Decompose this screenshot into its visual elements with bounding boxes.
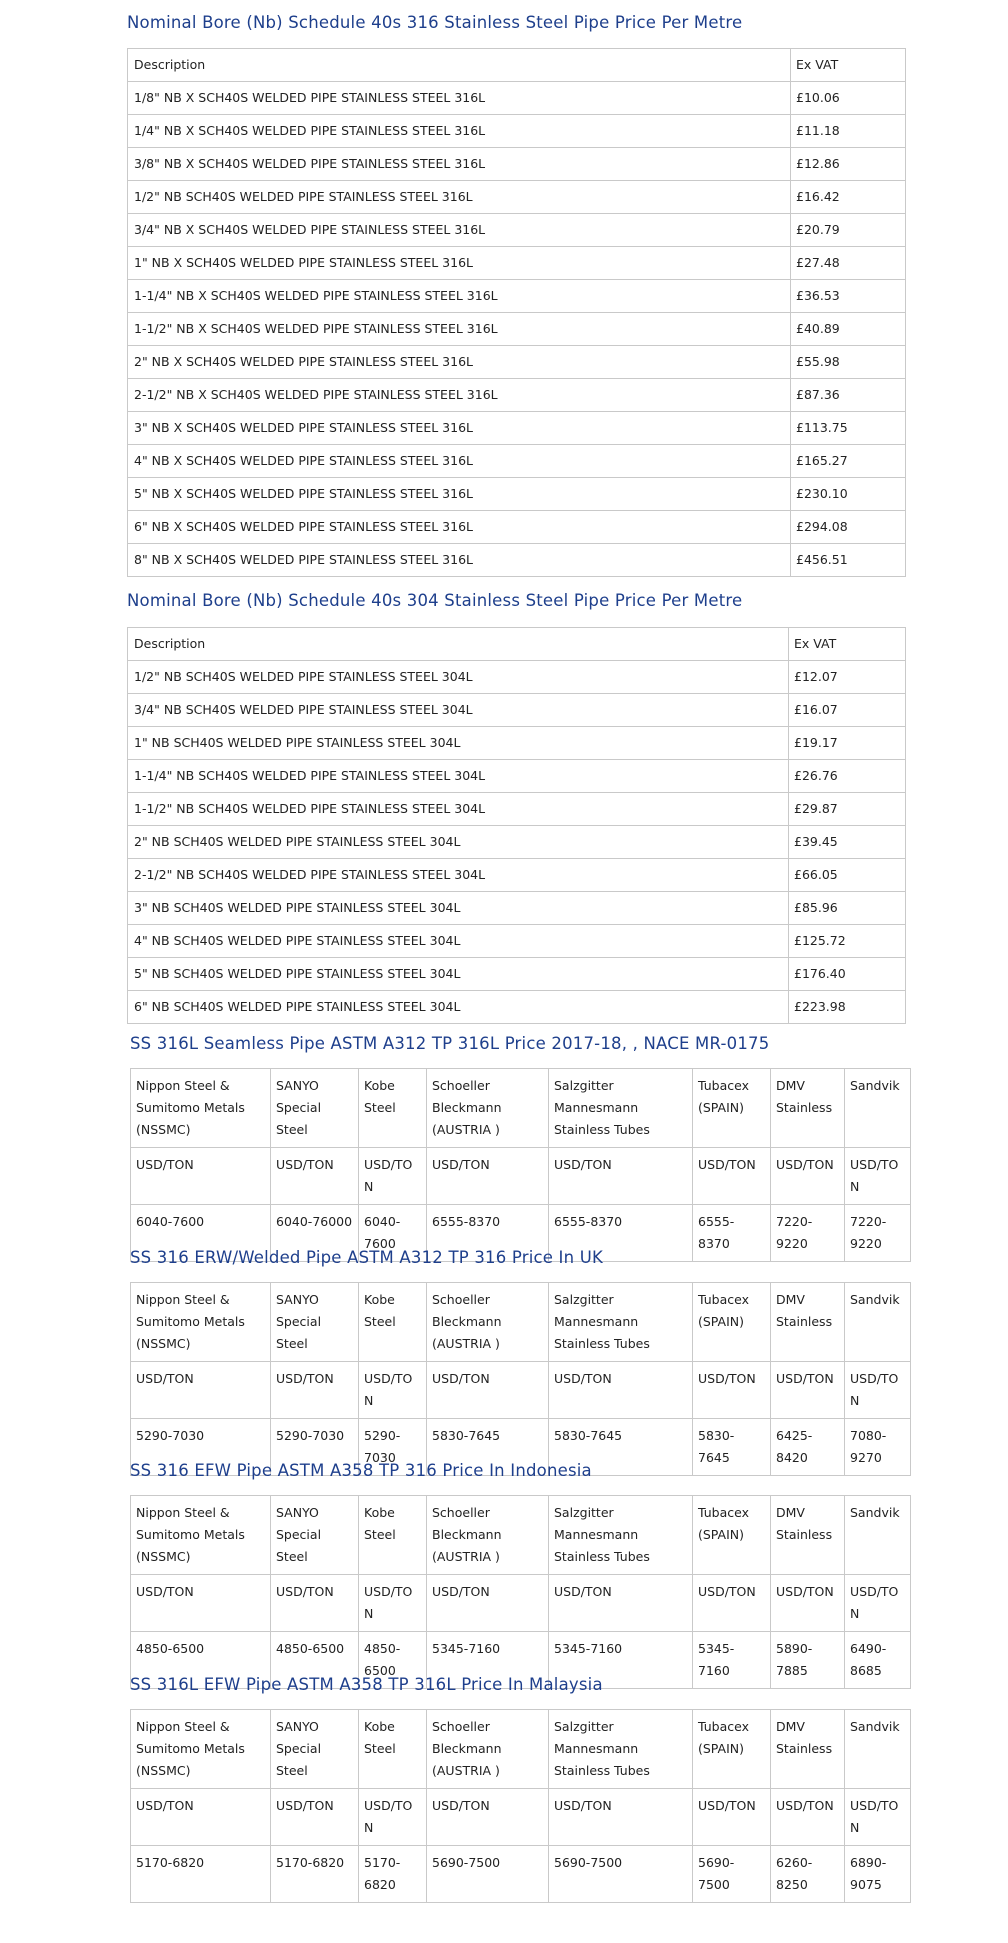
supplier-table-316l-seamless — [130, 1068, 911, 1262]
price-range-cell: 5345-7160 — [693, 1632, 771, 1689]
description-cell: 5" NB SCH40S WELDED PIPE STAINLESS STEEL 304L — [128, 958, 789, 991]
price-cell: £40.89 — [791, 313, 906, 346]
price-range-cell: 6260-8250 — [771, 1846, 845, 1903]
description-cell: 2-1/2" NB SCH40S WELDED PIPE STAINLESS STEEL 304L — [128, 859, 789, 892]
supplier-name-cell: Kobe Steel — [359, 1710, 427, 1789]
price-range-cell: 7220-9220 — [771, 1205, 845, 1262]
unit-cell: USD/TON — [131, 1148, 271, 1205]
table-row — [128, 346, 906, 379]
description-cell: 1-1/4" NB X SCH40S WELDED PIPE STAINLESS STEEL 316L — [128, 280, 791, 313]
supplier-name-cell: DMV Stainless — [771, 1710, 845, 1789]
price-range-cell: 5345-7160 — [549, 1632, 693, 1689]
unit-cell: USD/TON — [549, 1362, 693, 1419]
price-cell: £230.10 — [791, 478, 906, 511]
description-cell: 6" NB X SCH40S WELDED PIPE STAINLESS STEEL 316L — [128, 511, 791, 544]
description-cell: 1-1/2" NB X SCH40S WELDED PIPE STAINLESS STEEL 316L — [128, 313, 791, 346]
price-range-cell: 4850-6500 — [131, 1632, 271, 1689]
supplier-name-cell: Sandvik — [845, 1496, 911, 1575]
section-title-316-price: Nominal Bore (Nb) Schedule 40s 316 Stainless Steel Pipe Price Per Metre — [127, 13, 743, 32]
supplier-header-row — [131, 1496, 911, 1575]
price-cell: £165.27 — [791, 445, 906, 478]
price-range-cell: 5890-7885 — [771, 1632, 845, 1689]
price-cell: £294.08 — [791, 511, 906, 544]
price-range-cell: 5290-7030 — [359, 1419, 427, 1476]
unit-cell: USD/TON — [771, 1362, 845, 1419]
supplier-name-cell: Salzgitter Mannesmann Stainless Tubes — [549, 1069, 693, 1148]
supplier-name-cell: Nippon Steel & Sumitomo Metals (NSSMC) — [131, 1069, 271, 1148]
section-title-316-efw-indonesia: SS 316 EFW Pipe ASTM A358 TP 316 Price In Indonesia — [130, 1461, 592, 1480]
price-cell: £16.42 — [791, 181, 906, 214]
price-cell: £19.17 — [789, 727, 906, 760]
price-range-cell: 6555-8370 — [693, 1205, 771, 1262]
description-cell: 4" NB SCH40S WELDED PIPE STAINLESS STEEL 304L — [128, 925, 789, 958]
price-range-cell: 6555-8370 — [427, 1205, 549, 1262]
price-cell: £12.07 — [789, 661, 906, 694]
description-cell: 2" NB X SCH40S WELDED PIPE STAINLESS STEEL 316L — [128, 346, 791, 379]
price-range-cell: 5345-7160 — [427, 1632, 549, 1689]
table-row — [128, 727, 906, 760]
table-row — [128, 478, 906, 511]
supplier-header-row — [131, 1710, 911, 1789]
table-row — [128, 280, 906, 313]
unit-cell: USD/TON — [427, 1575, 549, 1632]
table-row — [128, 115, 906, 148]
price-cell: £66.05 — [789, 859, 906, 892]
description-cell: 3/4" NB X SCH40S WELDED PIPE STAINLESS STEEL 316L — [128, 214, 791, 247]
unit-row — [131, 1789, 911, 1846]
unit-cell: USD/TON — [845, 1362, 911, 1419]
supplier-table-316l-efw-malaysia — [130, 1709, 911, 1903]
unit-cell: USD/TON — [845, 1575, 911, 1632]
unit-cell: USD/TON — [771, 1148, 845, 1205]
price-cell: £10.06 — [791, 82, 906, 115]
table-row — [128, 793, 906, 826]
table-row — [128, 760, 906, 793]
price-cell: £456.51 — [791, 544, 906, 577]
price-range-cell: 7080-9270 — [845, 1419, 911, 1476]
table-row — [128, 181, 906, 214]
supplier-name-cell: SANYO Special Steel — [271, 1069, 359, 1148]
description-cell: 1/2" NB SCH40S WELDED PIPE STAINLESS STEEL 304L — [128, 661, 789, 694]
supplier-name-cell: SANYO Special Steel — [271, 1283, 359, 1362]
description-cell: Description — [128, 628, 789, 661]
section-title-316l-seamless: SS 316L Seamless Pipe ASTM A312 TP 316L Price 2017-18, , NACE MR-0175 — [130, 1034, 770, 1053]
price-cell: Ex VAT — [789, 628, 906, 661]
table-row — [128, 511, 906, 544]
price-range-cell: 7220-9220 — [845, 1205, 911, 1262]
supplier-name-cell: DMV Stainless — [771, 1283, 845, 1362]
unit-cell: USD/TON — [549, 1148, 693, 1205]
unit-cell: USD/TON — [693, 1575, 771, 1632]
price-cell: £125.72 — [789, 925, 906, 958]
supplier-name-cell: Tubacex (SPAIN) — [693, 1496, 771, 1575]
price-cell: Ex VAT — [791, 49, 906, 82]
table-row — [128, 82, 906, 115]
supplier-name-cell: SANYO Special Steel — [271, 1496, 359, 1575]
supplier-name-cell: Sandvik — [845, 1069, 911, 1148]
section-title-316l-efw-malaysia: SS 316L EFW Pipe ASTM A358 TP 316L Price In Malaysia — [130, 1675, 603, 1694]
supplier-name-cell: Schoeller Bleckmann (AUSTRIA ) — [427, 1069, 549, 1148]
table-row — [128, 694, 906, 727]
unit-cell: USD/TON — [131, 1789, 271, 1846]
description-cell: 2-1/2" NB X SCH40S WELDED PIPE STAINLESS STEEL 316L — [128, 379, 791, 412]
price-cell: £29.87 — [789, 793, 906, 826]
price-range-cell: 6890-9075 — [845, 1846, 911, 1903]
description-cell: 3" NB X SCH40S WELDED PIPE STAINLESS STEEL 316L — [128, 412, 791, 445]
unit-cell: USD/TON — [271, 1575, 359, 1632]
price-range-cell: 5690-7500 — [693, 1846, 771, 1903]
description-cell: 5" NB X SCH40S WELDED PIPE STAINLESS STEEL 316L — [128, 478, 791, 511]
description-cell: 3/8" NB X SCH40S WELDED PIPE STAINLESS STEEL 316L — [128, 148, 791, 181]
table-row — [128, 892, 906, 925]
supplier-name-cell: Salzgitter Mannesmann Stainless Tubes — [549, 1496, 693, 1575]
price-range-cell: 5690-7500 — [427, 1846, 549, 1903]
unit-cell: USD/TON — [427, 1362, 549, 1419]
supplier-name-cell: Sandvik — [845, 1283, 911, 1362]
unit-cell: USD/TON — [131, 1362, 271, 1419]
table-row — [128, 379, 906, 412]
price-range-cell: 6040-76000 — [271, 1205, 359, 1262]
price-range-cell: 5830-7645 — [693, 1419, 771, 1476]
unit-cell: USD/TON — [359, 1148, 427, 1205]
price-range-cell: 5830-7645 — [427, 1419, 549, 1476]
supplier-name-cell: Nippon Steel & Sumitomo Metals (NSSMC) — [131, 1496, 271, 1575]
supplier-table-316-efw-indonesia — [130, 1495, 911, 1689]
price-range-cell: 6040-7600 — [131, 1205, 271, 1262]
description-cell: 1/8" NB X SCH40S WELDED PIPE STAINLESS STEEL 316L — [128, 82, 791, 115]
unit-cell: USD/TON — [359, 1575, 427, 1632]
description-cell: 6" NB SCH40S WELDED PIPE STAINLESS STEEL 304L — [128, 991, 789, 1024]
supplier-name-cell: DMV Stainless — [771, 1496, 845, 1575]
price-cell: £16.07 — [789, 694, 906, 727]
price-table-304 — [127, 627, 906, 1024]
table-row — [128, 313, 906, 346]
unit-cell: USD/TON — [359, 1789, 427, 1846]
unit-cell: USD/TON — [845, 1789, 911, 1846]
supplier-name-cell: Kobe Steel — [359, 1496, 427, 1575]
description-cell: 1/2" NB SCH40S WELDED PIPE STAINLESS STEEL 316L — [128, 181, 791, 214]
supplier-name-cell: Schoeller Bleckmann (AUSTRIA ) — [427, 1496, 549, 1575]
price-cell: £113.75 — [791, 412, 906, 445]
table-row — [128, 925, 906, 958]
table-row — [128, 214, 906, 247]
description-cell: 3" NB SCH40S WELDED PIPE STAINLESS STEEL 304L — [128, 892, 789, 925]
unit-cell: USD/TON — [549, 1789, 693, 1846]
table-row — [128, 958, 906, 991]
table-row — [128, 148, 906, 181]
supplier-name-cell: DMV Stainless — [771, 1069, 845, 1148]
supplier-name-cell: Nippon Steel & Sumitomo Metals (NSSMC) — [131, 1283, 271, 1362]
unit-row — [131, 1575, 911, 1632]
unit-cell: USD/TON — [131, 1575, 271, 1632]
supplier-header-row — [131, 1283, 911, 1362]
description-cell: 1" NB X SCH40S WELDED PIPE STAINLESS STEEL 316L — [128, 247, 791, 280]
description-cell: 8" NB X SCH40S WELDED PIPE STAINLESS STEEL 316L — [128, 544, 791, 577]
price-cell: £11.18 — [791, 115, 906, 148]
supplier-name-cell: Nippon Steel & Sumitomo Metals (NSSMC) — [131, 1710, 271, 1789]
unit-cell: USD/TON — [271, 1148, 359, 1205]
price-range-cell: 5290-7030 — [271, 1419, 359, 1476]
unit-cell: USD/TON — [693, 1148, 771, 1205]
price-table-304-body — [128, 628, 906, 1024]
section-title-304-price: Nominal Bore (Nb) Schedule 40s 304 Stainless Steel Pipe Price Per Metre — [127, 591, 743, 610]
table-row — [128, 661, 906, 694]
supplier-name-cell: Tubacex (SPAIN) — [693, 1710, 771, 1789]
description-cell: Description — [128, 49, 791, 82]
supplier-name-cell: SANYO Special Steel — [271, 1710, 359, 1789]
supplier-name-cell: Salzgitter Mannesmann Stainless Tubes — [549, 1283, 693, 1362]
supplier-name-cell: Schoeller Bleckmann (AUSTRIA ) — [427, 1283, 549, 1362]
description-cell: 1-1/4" NB SCH40S WELDED PIPE STAINLESS STEEL 304L — [128, 760, 789, 793]
unit-cell: USD/TON — [693, 1362, 771, 1419]
unit-cell: USD/TON — [427, 1789, 549, 1846]
price-range-cell: 4850-6500 — [271, 1632, 359, 1689]
description-cell: 3/4" NB SCH40S WELDED PIPE STAINLESS STEEL 304L — [128, 694, 789, 727]
unit-cell: USD/TON — [771, 1575, 845, 1632]
price-cell: £87.36 — [791, 379, 906, 412]
price-cell: £26.76 — [789, 760, 906, 793]
table-row — [128, 991, 906, 1024]
unit-cell: USD/TON — [271, 1362, 359, 1419]
price-range-cell: 6490-8685 — [845, 1632, 911, 1689]
price-table-316-body — [128, 49, 906, 577]
price-cell: £223.98 — [789, 991, 906, 1024]
price-range-cell: 6040-7600 — [359, 1205, 427, 1262]
supplier-name-cell: Salzgitter Mannesmann Stainless Tubes — [549, 1710, 693, 1789]
unit-cell: USD/TON — [359, 1362, 427, 1419]
description-cell: 1/4" NB X SCH40S WELDED PIPE STAINLESS STEEL 316L — [128, 115, 791, 148]
price-range-cell: 6555-8370 — [549, 1205, 693, 1262]
price-cell: £20.79 — [791, 214, 906, 247]
table-row — [128, 859, 906, 892]
unit-cell: USD/TON — [271, 1789, 359, 1846]
supplier-header-row — [131, 1069, 911, 1148]
table-row — [128, 826, 906, 859]
price-range-cell: 5690-7500 — [549, 1846, 693, 1903]
unit-cell: USD/TON — [771, 1789, 845, 1846]
table-row — [128, 445, 906, 478]
table-row — [128, 247, 906, 280]
supplier-name-cell: Kobe Steel — [359, 1069, 427, 1148]
description-cell: 1-1/2" NB SCH40S WELDED PIPE STAINLESS STEEL 304L — [128, 793, 789, 826]
table-row — [128, 412, 906, 445]
description-cell: 1" NB SCH40S WELDED PIPE STAINLESS STEEL 304L — [128, 727, 789, 760]
table-row — [128, 544, 906, 577]
description-cell: 2" NB SCH40S WELDED PIPE STAINLESS STEEL 304L — [128, 826, 789, 859]
price-range-cell: 5830-7645 — [549, 1419, 693, 1476]
supplier-name-cell: Tubacex (SPAIN) — [693, 1069, 771, 1148]
supplier-name-cell: Kobe Steel — [359, 1283, 427, 1362]
unit-cell: USD/TON — [845, 1148, 911, 1205]
unit-cell: USD/TON — [549, 1575, 693, 1632]
price-range-cell: 5290-7030 — [131, 1419, 271, 1476]
description-cell: 4" NB X SCH40S WELDED PIPE STAINLESS STEEL 316L — [128, 445, 791, 478]
price-range-cell: 5170-6820 — [359, 1846, 427, 1903]
supplier-name-cell: Schoeller Bleckmann (AUSTRIA ) — [427, 1710, 549, 1789]
price-range-cell: 5170-6820 — [131, 1846, 271, 1903]
unit-cell: USD/TON — [427, 1148, 549, 1205]
table-header-row — [128, 628, 906, 661]
supplier-name-cell: Sandvik — [845, 1710, 911, 1789]
price-cell: £27.48 — [791, 247, 906, 280]
supplier-name-cell: Tubacex (SPAIN) — [693, 1283, 771, 1362]
price-cell: £55.98 — [791, 346, 906, 379]
price-cell: £176.40 — [789, 958, 906, 991]
price-cell: £85.96 — [789, 892, 906, 925]
price-range-cell: 4850-6500 — [359, 1632, 427, 1689]
price-cell: £36.53 — [791, 280, 906, 313]
unit-row — [131, 1148, 911, 1205]
price-table-316 — [127, 48, 906, 577]
price-cell: £39.45 — [789, 826, 906, 859]
unit-cell: USD/TON — [693, 1789, 771, 1846]
price-range-cell: 6425-8420 — [771, 1419, 845, 1476]
price-range-row — [131, 1846, 911, 1903]
table-header-row — [128, 49, 906, 82]
unit-row — [131, 1362, 911, 1419]
price-cell: £12.86 — [791, 148, 906, 181]
price-range-cell: 5170-6820 — [271, 1846, 359, 1903]
section-title-316-erw-uk: SS 316 ERW/Welded Pipe ASTM A312 TP 316 Price In UK — [130, 1248, 604, 1267]
supplier-table-316-erw-uk — [130, 1282, 911, 1476]
